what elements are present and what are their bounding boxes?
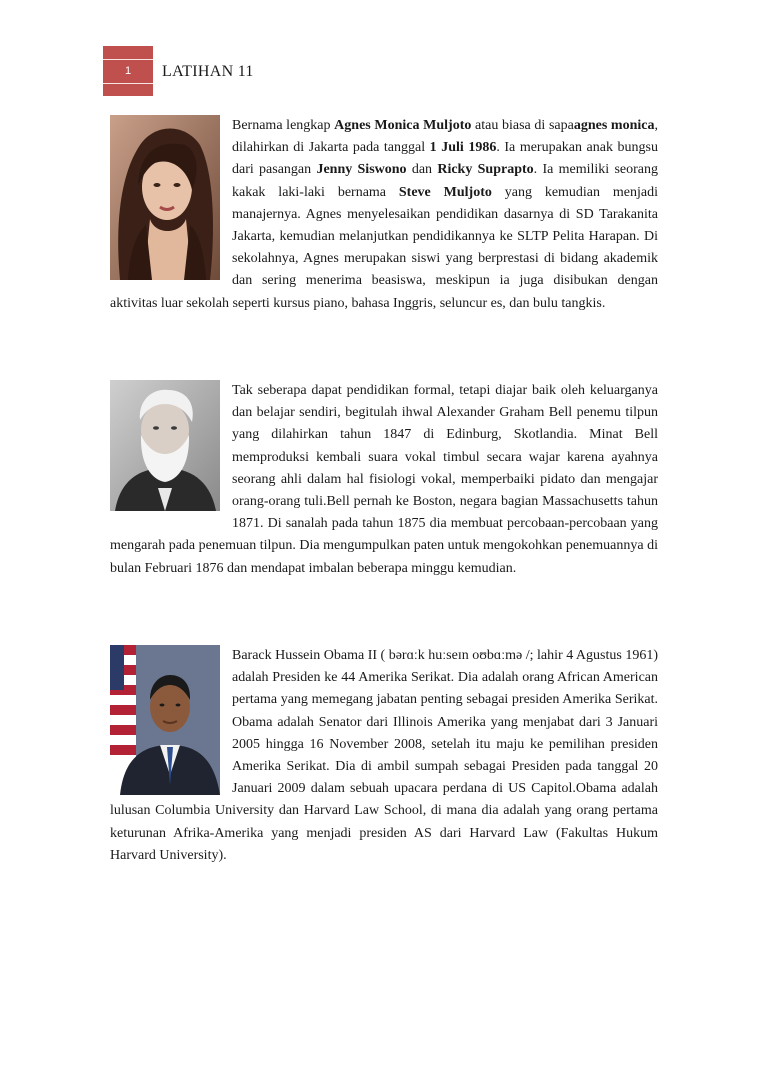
biography-text-agnes: Bernama lengkap Agnes Monica Muljoto atau biasa di sapaagnes monica, dilahirkan di Jakarta pada tanggal 1 Juli 1986. Ia merupakan anak bungsu dari pasangan Jenny Siswono dan Ricky Suprapto. Ia memiliki seorang kakak laki-laki bernama Steve Muljoto yang kemudian menjadi manajernya. Agnes menyelesaikan pendidikan dasarnya di SD Tarakanita Jakarta, kemudian melanjutkan pendidikannya ke SLTP Pelita Harapan. Di sekolahnya, Agnes merupakan siswi yang berprestasi di bidang akademik dan sering menerima beasiswa, meskipun ia juga disibukan dengan aktivitas luar sekolah seperti kursus piano, bahasa Inggris, seluncur es, dan bulu tangkis. (110, 118, 658, 311)
biography-text-obama: Barack Hussein Obama II ( bərɑːk huːseɪn oʊbɑːmə /; lahir 4 Agustus 1961) adalah Presiden ke 44 Amerika Serikat. Dia adalah orang African American pertama yang memegang jabatan penting sebagai presiden Amerika Serikat. Obama adalah Senator dari Illinois Amerika yang menjabat dari 3 Januari 2005 hingga 16 November 2008, setelah itu maju ke pemilihan presiden Amerika Serikat. Dia di ambil sumpah sebagai Presiden pada tanggal 20 Januari 2009 dalam sebuah upacara perdana di US Capitol.Obama adalah lulusan Columbia University dan Harvard Law School, di mana dia adalah yang orang pertama keturunan Afrika-Amerika yang menjadi presiden AS dari Harvard Law (Fakultas Hukum Harvard University). (110, 648, 658, 863)
portrait-bell-image (110, 380, 220, 511)
portrait-photo-obama (110, 645, 220, 795)
portrait-photo-agnes (110, 115, 220, 280)
page-header (103, 46, 683, 96)
biography-section-bell (110, 380, 658, 580)
portrait-obama-image (110, 645, 220, 795)
portrait-photo-bell (110, 380, 220, 511)
portrait-agnes-image (110, 115, 220, 280)
page-number: 1 (124, 65, 132, 77)
biography-section-agnes (110, 115, 658, 315)
page-number-badge (103, 46, 153, 96)
page-title: LATIHAN 11 (162, 63, 254, 80)
biography-text-bell: Tak seberapa dapat pendidikan formal, tetapi diajar baik oleh keluarganya dan belajar sendiri, begitulah ihwal Alexander Graham Bell penemu tilpun yang dilahirkan tahun 1847 di Edinburg, Skotlandia. Minat Bell memproduksi kembali suara vokal timbul secara wajar karena ayahnya seorang ahli dalam hal fisiologi vokal, memperbaiki pidato dan mengajar orang-orang tuli.Bell pernah ke Boston, negara bagian Massachusetts tahun 1871. Di sanalah pada tahun 1875 dia membuat percobaan-percobaan yang mengarah pada penemuan tilpun. Dia mengumpulkan paten untuk mengokohkan penemuannya di bulan Februari 1876 dan mendapat imbalan beberapa minggu kemudian. (110, 383, 658, 576)
biography-section-obama (110, 645, 658, 867)
